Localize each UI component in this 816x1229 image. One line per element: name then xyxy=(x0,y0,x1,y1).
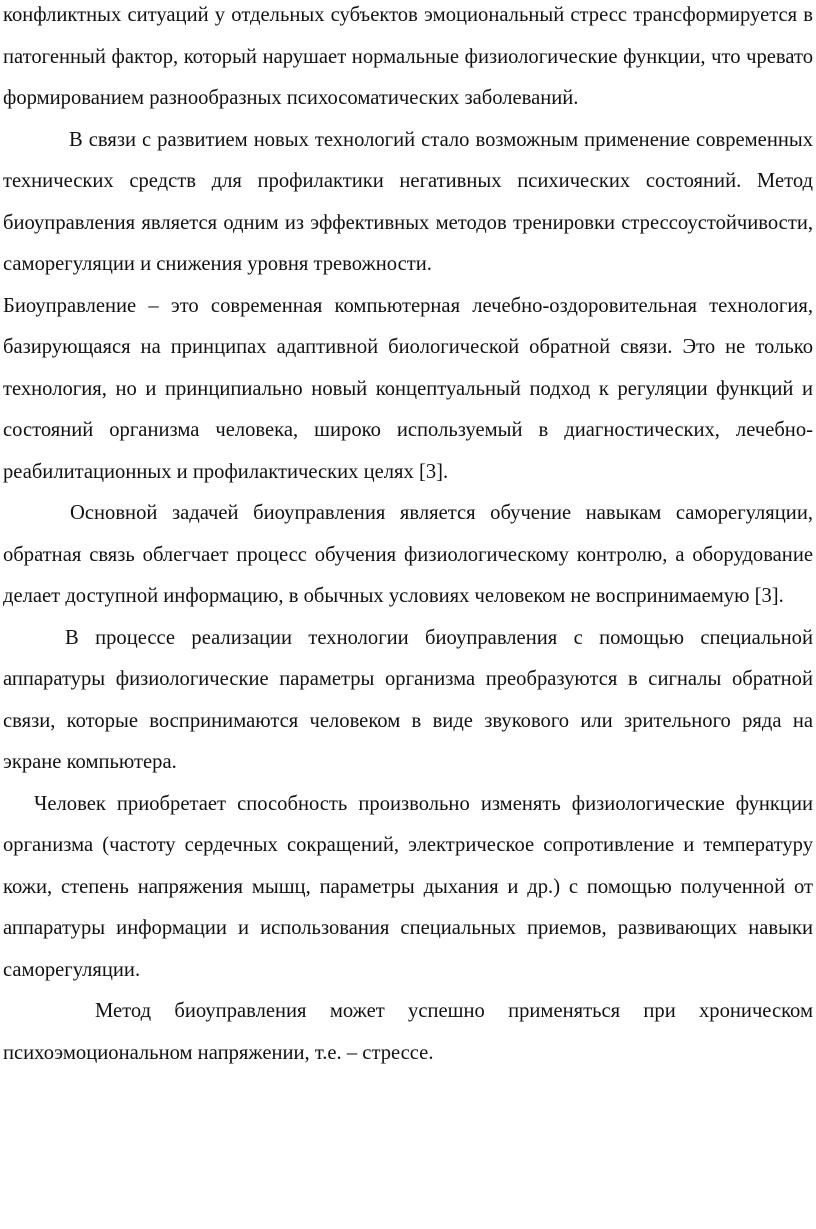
paragraph-process: В процессе реализации технологии биоуправления с помощью специальной аппаратуры физиологические параметры организма преобразуются в сигналы обратной связи, которые воспринимаются человеком в виде звукового или зрительного ряда на экране компьютера. xyxy=(3,626,813,773)
paragraph-stress-conflict: конфликтных ситуаций у отдельных субъектов эмоциональный стресс трансформируется в патогенный фактор, который нарушает нормальные физиологические функции, что чревато формированием разнообразных психосоматических заболеваний. xyxy=(3,4,813,109)
paragraph-human-abilities: Человек приобретает способность произвольно изменять физиологические функции организма (частоту сердечных сокращений, электрическое сопротивление и температуру кожи, степень напряжения мышц, параметры дыхания и др.) с помощью полученной от аппаратуры информации и использования специальных приемов, развивающих навыки саморегуляции. xyxy=(3,792,813,981)
paragraph-new-technologies: В связи с развитием новых технологий стало возможным применение современных технических средств для профилактики негативных психических состояний. Метод биоуправления является одним из эффективных методов тренировки стрессоустойчивости, саморегуляции и снижения уровня тревожности. xyxy=(3,128,813,275)
paragraph-method-application: Метод биоуправления может успешно применяться при хроническом психоэмоциональном напряжении, т.е. – стрессе. xyxy=(3,1000,813,1064)
paragraph-main-task: Основной задачей биоуправления является обучение навыкам саморегуляции, обратная связь облегчает процесс обучения физиологическому контролю, а оборудование делает доступной информацию, в обычных условиях человеком не воспринимаемую [3]. xyxy=(3,502,813,607)
paragraph-biofeedback-definition: Биоуправление – это современная компьютерная лечебно-оздоровительная технология, базирующаяся на принципах адаптивной биологической обратной связи. Это не только технология, но и принципиально новый концептуальный подход к регуляции функций и состояний организма человека, широко используемый в диагностических, лечебно-реабилитационных и профилактических целях [3]. xyxy=(3,294,813,483)
